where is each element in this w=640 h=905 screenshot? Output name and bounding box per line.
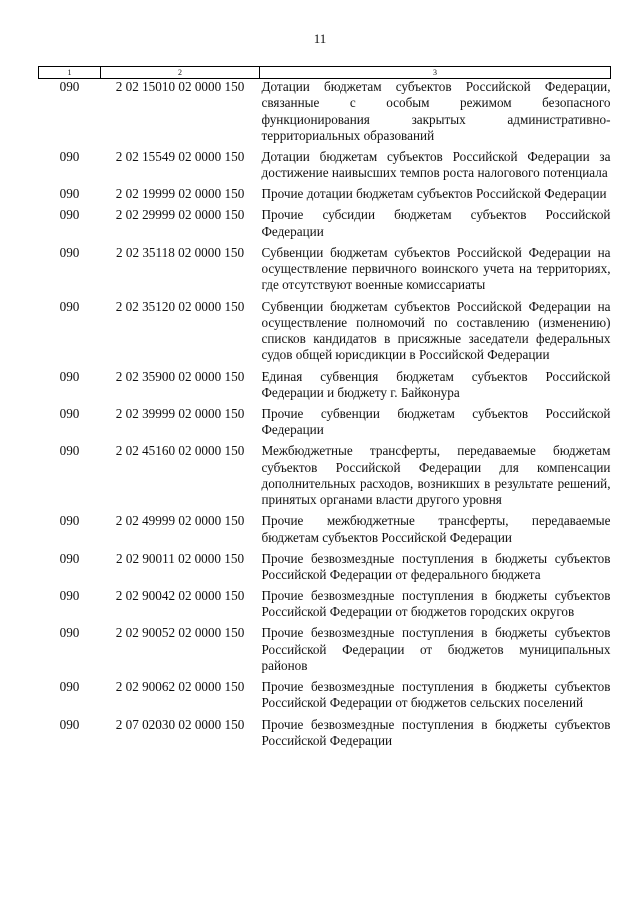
table-row: [39, 79, 611, 149]
table-row: [39, 625, 611, 679]
column-header-1: 1: [39, 67, 101, 79]
admin-code-cell: 090: [59, 550, 80, 566]
table-row: [39, 588, 611, 625]
table-row: [39, 443, 611, 513]
budget-code-cell: 2 02 90052 02 0000 150: [115, 625, 245, 641]
budget-code-cell: 2 02 90042 02 0000 150: [115, 588, 245, 604]
column-header-2: 2: [101, 67, 260, 79]
revenue-name-cell: Прочие безвозмездные поступления в бюджеты субъектов Российской Федерации от федерального бюджета: [261, 550, 611, 582]
table-row: [39, 551, 611, 588]
revenue-name-cell: Субвенции бюджетам субъектов Российской Федерации на осуществление полномочий по составлению (изменению) списков кандидатов в присяжные заседатели федеральных судов общей юрисдикции в Российской Федерации: [261, 298, 611, 363]
admin-code-cell: 090: [59, 298, 80, 314]
admin-code-cell: 090: [59, 244, 80, 260]
admin-code-cell: 090: [59, 443, 80, 459]
budget-code-cell: 2 07 02030 02 0000 150: [115, 716, 245, 732]
table-row: [39, 513, 611, 550]
column-header-3: 3: [260, 67, 611, 79]
admin-code-cell: 090: [59, 513, 80, 529]
revenue-name-cell: Прочие безвозмездные поступления в бюджеты субъектов Российской Федерации от бюджетов сельских поселений: [261, 679, 611, 711]
table-row: [39, 369, 611, 406]
table-header-row: [39, 67, 611, 79]
budget-code-cell: 2 02 45160 02 0000 150: [115, 443, 245, 459]
page-number: 11: [313, 31, 327, 46]
admin-code-cell: 090: [59, 186, 80, 202]
table-row: [39, 186, 611, 207]
table-row: [39, 245, 611, 299]
admin-code-cell: 090: [59, 148, 80, 164]
revenue-name-cell: Прочие безвозмездные поступления в бюджеты субъектов Российской Федерации: [261, 716, 611, 748]
revenue-name-cell: Прочие межбюджетные трансферты, передаваемые бюджетам субъектов Российской Федерации: [261, 513, 611, 545]
table-row: [39, 679, 611, 716]
table-row: [39, 406, 611, 443]
revenue-name-cell: Прочие безвозмездные поступления в бюджеты субъектов Российской Федерации от бюджетов городских округов: [261, 588, 611, 620]
revenue-name-cell: Прочие субвенции бюджетам субъектов Российской Федерации: [261, 405, 611, 438]
revenue-name-cell: Прочие дотации бюджетам субъектов Российской Федерации: [261, 186, 607, 202]
budget-code-cell: 2 02 19999 02 0000 150: [115, 186, 245, 202]
budget-code-cell: 2 02 90062 02 0000 150: [115, 679, 245, 695]
table-row: [39, 207, 611, 244]
table-row: [39, 717, 611, 754]
admin-code-cell: 090: [59, 716, 80, 732]
budget-code-cell: 2 02 15010 02 0000 150: [115, 79, 245, 94]
budget-code-cell: 2 02 15549 02 0000 150: [115, 148, 245, 164]
budget-code-cell: 2 02 39999 02 0000 150: [115, 405, 245, 421]
budget-code-cell: 2 02 35118 02 0000 150: [115, 244, 245, 260]
revenue-name-cell: Прочие безвозмездные поступления в бюджеты субъектов Российской Федерации от бюджетов муниципальных районов: [261, 625, 611, 674]
revenue-name-cell: Дотации бюджетам субъектов Российской Федерации за достижение наивысших темпов роста налогового потенциала: [261, 148, 611, 181]
admin-code-cell: 090: [59, 79, 80, 94]
budget-code-cell: 2 02 35900 02 0000 150: [115, 368, 245, 384]
table-row: [39, 299, 611, 369]
admin-code-cell: 090: [59, 207, 80, 223]
admin-code-cell: 090: [59, 679, 80, 695]
revenue-name-cell: Дотации бюджетам субъектов Российской Федерации, связанные с особым режимом безопасного функционирования закрытых административно-территориальных образований: [261, 79, 611, 143]
budget-code-cell: 2 02 29999 02 0000 150: [115, 207, 245, 223]
admin-code-cell: 090: [59, 625, 80, 641]
revenue-name-cell: Субвенции бюджетам субъектов Российской Федерации на осуществление первичного воинского учета на территориях, где отсутствуют военные комиссариаты: [261, 244, 611, 293]
admin-code-cell: 090: [59, 588, 80, 604]
budget-code-cell: 2 02 90011 02 0000 150: [115, 550, 245, 566]
budget-code-table: [38, 66, 611, 754]
admin-code-cell: 090: [59, 405, 80, 421]
revenue-name-cell: Межбюджетные трансферты, передаваемые бюджетам субъектов Российской Федерации для компенсации дополнительных расходов, возникших в результате решений, принятых органами власти другого уровня: [261, 443, 611, 508]
admin-code-cell: 090: [59, 368, 80, 384]
revenue-name-cell: Прочие субсидии бюджетам субъектов Российской Федерации: [261, 207, 611, 239]
budget-code-cell: 2 02 49999 02 0000 150: [115, 513, 245, 529]
budget-code-cell: 2 02 35120 02 0000 150: [115, 298, 245, 314]
revenue-name-cell: Единая субвенция бюджетам субъектов Российской Федерации и бюджету г. Байконура: [261, 368, 611, 400]
table-row: [39, 149, 611, 186]
